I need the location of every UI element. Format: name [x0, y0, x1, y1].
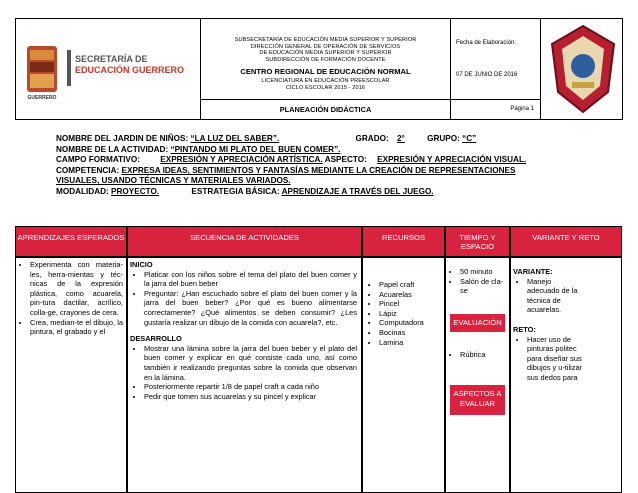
list-item: • Mostrar una lámina sobre la jarra del buen beber y el plato del buen comer y explicar en qué consiste cada uno, así como también ir realizando preguntas sobre la comida que observan en la lámina.: [144, 344, 357, 382]
list-item: • Manejo adecuado de la técnica de acuarelas.: [527, 277, 583, 315]
guerrero-emblem-icon: [21, 44, 63, 102]
list-item: • Posteriormente repartir 1/8 de papel craft a cada niño: [144, 382, 357, 392]
list-item: • Rúbrica: [460, 350, 485, 360]
list-item: • Pedir que tomen sus acuarelas y su pincel y explicar: [144, 392, 357, 402]
list-item: • Preguntar: ¿Han escuchado sobre el plato del buen comer y la jarra del buen beber? ¿Por qué es bueno alimentarse correctamente? ¿Qué alimentos se deben consumir? ¿Les gustaría realizar un dibujo de la comida con acuarela?, etc.: [144, 289, 357, 327]
page-number: Página 1: [510, 106, 534, 112]
list-item: • Papel craft: [379, 280, 444, 290]
cell-variante: [510, 257, 622, 493]
header-tiempo: TIEMPO Y ESPACIO: [445, 226, 510, 257]
list-item: • Pincel: [379, 299, 444, 309]
grado-value: 2°: [396, 134, 405, 143]
planeacion-cell: [201, 100, 451, 120]
fecha-value: 07 DE JUNIO DE 2016: [456, 72, 518, 78]
cell-aprendizajes: [15, 257, 127, 493]
planeacion-title: PLANEACIÓN DIDÁCTICA: [279, 105, 372, 114]
list-item: • Lápiz: [379, 309, 444, 319]
fecha-label: Fecha de Elaboración:: [456, 40, 517, 46]
header-center: SUBSECRETARÍA DE EDUCACIÓN MEDIA SUPERIOR Y SUPERIOR DIRECCIÓN GENERAL DE OPERACIÓN DE SERVICIOS DE EDUCACIÓN MEDIA SUPERIOR Y SUPERIOR SUBDIRECCIÓN DE FORMACIÓN DOCENTE CENTRO REGIONAL DE EDUCACIÓN NORMAL LICENCIATURA EN EDUCACIÓN PREESCOLAR CICLO ESCOLAR 2015 - 2016: [201, 18, 451, 100]
centro-title: CENTRO REGIONAL DE EDUCACIÓN NORMAL: [240, 67, 411, 77]
logo-divider: [67, 50, 71, 86]
logo-cell: [15, 18, 201, 120]
evaluacion-label: EVALUACIÓN: [450, 314, 505, 332]
list-item: • Hacer uso de pinturas politec para diseñar sus dibujos y u-tilizar sus dedos para: [527, 335, 583, 383]
cell-recursos: [362, 257, 445, 493]
date-cell: [451, 18, 541, 100]
aspectos-label: ASPECTOS A EVALUAR: [450, 385, 505, 415]
list-item: • Acuarelas: [379, 290, 444, 300]
list-item: • Lamina: [379, 338, 444, 348]
variante-title: VARIANTE:: [513, 267, 553, 276]
inicio-title: INICIO: [130, 260, 153, 269]
page-cell: [451, 100, 541, 120]
list-item: • Bocinas: [379, 328, 444, 338]
list-item: • Experimenta con materia-les, herra-mientas y téc-nicas de la expresión plástica, como acuarela, pin-tura dactilar, acrílico, colla-ge, crayones de cera.: [30, 260, 123, 318]
list-item: • Crea, median-te el dibujo, la pintura, el grabado y el: [30, 318, 123, 337]
reto-title: RETO:: [513, 324, 536, 334]
header-aprendizajes: APRENDIZAJES ESPERADOS: [15, 226, 127, 257]
logo-state: GUERRERO: [27, 95, 57, 101]
modalidad-value: PROYECTO.: [111, 186, 160, 196]
cell-secuencia: [127, 257, 362, 493]
header-recursos: RECURSOS: [362, 226, 445, 257]
list-item: • Platicar con los niños sobre el tema del plato del buen comer y la jarra del buen beber: [144, 270, 357, 289]
actividad-value: “PINTANDO MI PLATO DEL BUEN COMER”.: [170, 144, 341, 154]
campo-value: EXPRESIÓN Y APRECIACIÓN ARTÍSTICA.: [160, 155, 323, 165]
jardin-value: “LA LUZ DEL SABER”.: [190, 134, 280, 143]
list-item: • Salón de cla-se: [460, 277, 507, 296]
cell-tiempo: [445, 257, 510, 493]
header-secuencia: SECUENCIA DE ACTIVIDADES: [127, 226, 362, 257]
header-variante: VARIANTE Y RETO: [510, 226, 622, 257]
aspecto-value: EXPRESIÓN Y APRECIACIÓN VISUAL.: [377, 155, 527, 165]
desarrollo-title: DESARROLLO: [130, 334, 182, 344]
logo-text: SECRETARÍA DE EDUCACIÓN GUERRERO: [75, 54, 185, 75]
estrategia-value: APRENDIZAJE A TRAVÉS DEL JUEGO.: [281, 186, 434, 196]
grupo-value: “C”: [462, 134, 477, 143]
competencia-value: EXPRESA IDEAS, SENTIMIENTOS Y FANTASÍAS MEDIANTE LA CREACIÓN DE REPRESENTACIONES: [121, 165, 516, 175]
list-item: • 50 minuto: [460, 267, 507, 277]
list-item: • Computadora: [379, 318, 444, 328]
info-block: NOMBRE DEL JARDIN DE NIÑOS: “LA LUZ DEL SABER”. GRADO: 2° GRUPO: “C” NOMBRE DE LA ACTIVIDAD: “PINTANDO MI PLATO DEL BUEN COMER”. CAMPO FORMATIVO: EXPRESIÓN Y APRECIACIÓN ARTÍSTICA. ASPECTO: EXPRESIÓN Y APRECIACIÓN VISUAL. COMPETENCIA: EXPRESA IDEAS, SENTIMIENTOS Y FANTASÍAS MEDIANTE LA CREACIÓN DE REPRESENTACIONES VISUALES, USANDO TÉCNICAS Y MATERIALES VARIADOS. MODALIDAD: PROYECTO. ESTRATEGIA BÁSICA: APRENDIZAJE A TRAVÉS DEL JUEGO.: [56, 134, 527, 196]
school-emblem-icon: [548, 24, 618, 114]
